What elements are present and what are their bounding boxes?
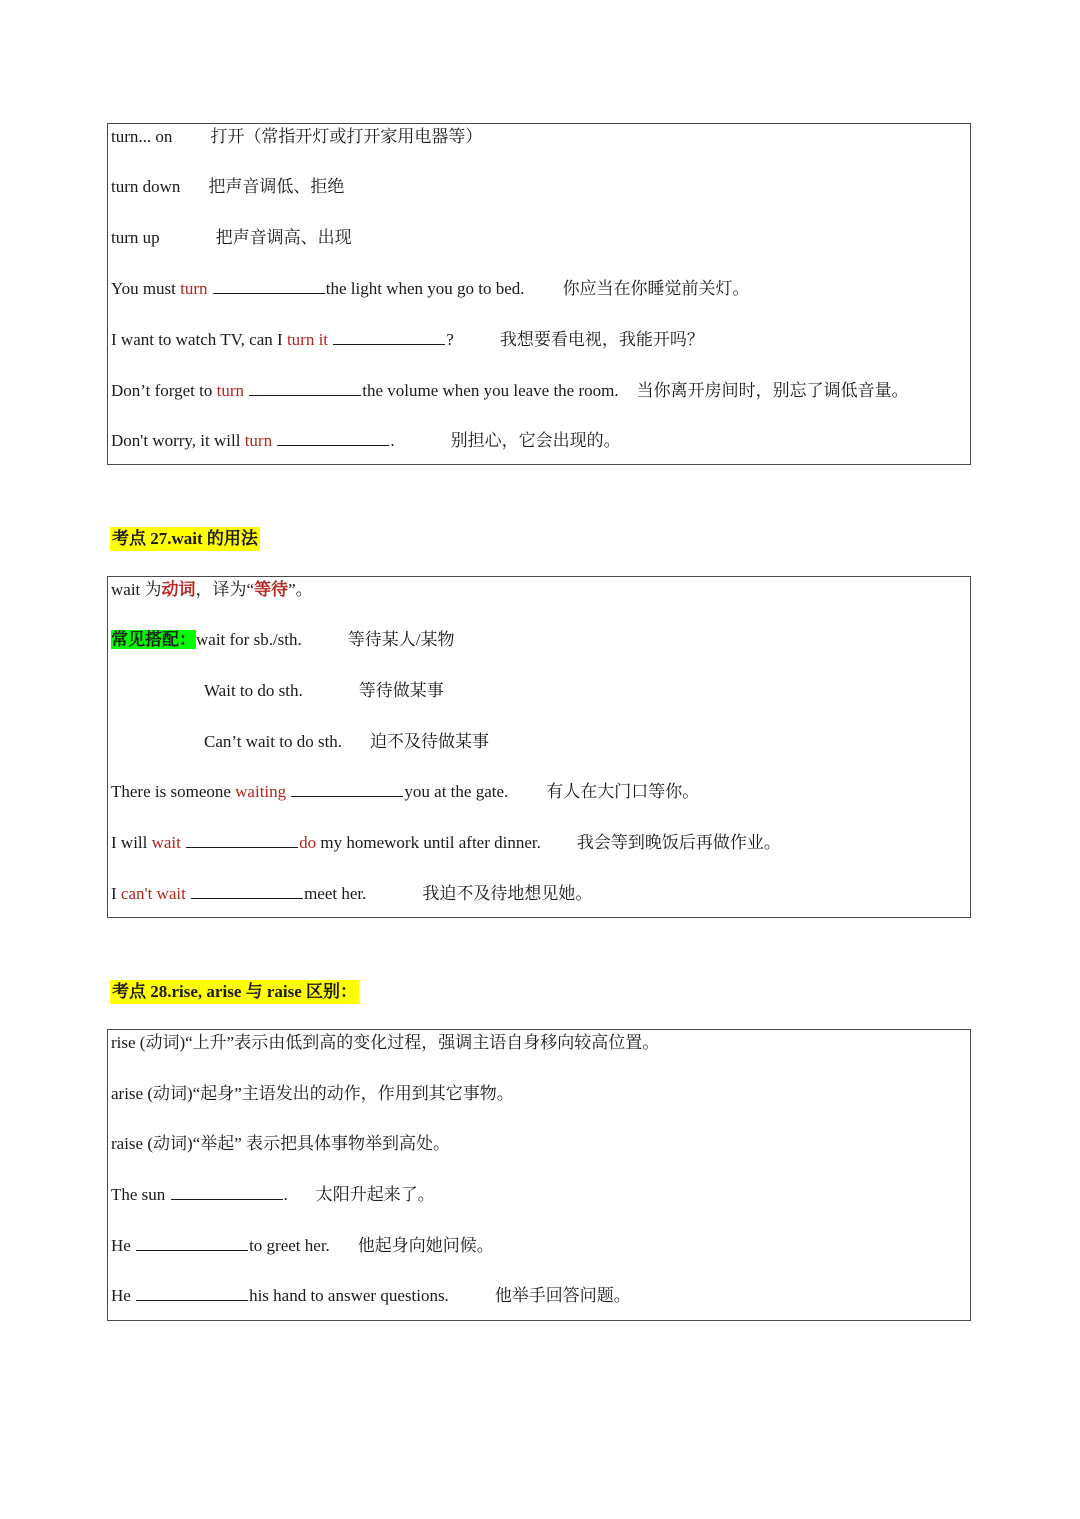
example-sentence	[111, 430, 621, 452]
answer-blank[interactable]	[213, 278, 325, 294]
sentence-text: I want to watch TV, can I	[111, 330, 287, 349]
sentence-text: The sun	[111, 1185, 170, 1204]
example-sentence	[111, 1184, 435, 1206]
sentence-text: You must	[111, 279, 181, 298]
translation: 你应当在你睡觉前关灯。	[562, 279, 750, 298]
example-sentence	[111, 883, 592, 905]
example-sentence	[111, 781, 699, 803]
collocation-line	[204, 680, 444, 702]
sentence-text: .	[390, 431, 395, 450]
answer-blank[interactable]	[291, 781, 403, 797]
phrase-zh: 把声音调高、出现	[215, 228, 352, 247]
keyword: do	[299, 833, 317, 852]
collocation-zh: 等待某人/某物	[347, 630, 455, 649]
example-sentence	[111, 1235, 494, 1257]
collocation-line	[111, 629, 455, 651]
phrase-zh: 把声音调低、拒绝	[208, 177, 345, 196]
keyword: turn	[216, 381, 245, 400]
keyword: waiting	[235, 782, 287, 801]
sentence-text: to greet her.	[249, 1236, 330, 1255]
translation: 当你离开房间时，别忘了调低音量。	[636, 381, 909, 400]
translation: 他起身向她问候。	[357, 1236, 494, 1255]
section-heading-27: 考点 27.wait 的用法	[110, 527, 260, 551]
sentence-text: my homework until after dinner.	[316, 833, 541, 852]
sentence-text: the light when you go to bed.	[325, 279, 525, 298]
definition-text: raise (动词)“举起” 表示把具体事物举到高处。	[111, 1134, 451, 1153]
answer-blank[interactable]	[171, 1184, 283, 1200]
translation: 别担心，它会出现的。	[450, 431, 621, 450]
sentence-text: ?	[446, 330, 454, 349]
collocation-line	[204, 731, 489, 753]
keyword: turn	[244, 431, 273, 450]
definition-text: ，译为“	[195, 580, 255, 599]
example-sentence	[111, 832, 781, 854]
definition-line	[111, 1032, 659, 1054]
definition-text: rise (动词)“上升”表示由低到高的变化过程，强调主语自身移向较高位置。	[111, 1033, 660, 1052]
phrase-line	[111, 176, 344, 198]
translation: 有人在大门口等你。	[546, 782, 700, 801]
example-sentence	[111, 329, 704, 351]
sentence-text: the volume when you leave the room.	[362, 381, 619, 400]
sentence-text: you at the gate.	[404, 782, 509, 801]
translation: 我想要看电视，我能开吗？	[499, 330, 704, 349]
definition-text: ”。	[288, 580, 313, 599]
definition-line	[111, 1133, 450, 1155]
phrase-en: turn up	[111, 228, 160, 247]
keyword: turn it	[286, 330, 329, 349]
sentence-text: Don’t forget to	[111, 381, 217, 400]
example-sentence	[111, 380, 909, 402]
definition-text: wait 为	[111, 580, 162, 599]
sentence-text: I will	[111, 833, 152, 852]
answer-blank[interactable]	[333, 329, 445, 345]
definition-line	[111, 1083, 514, 1105]
answer-blank[interactable]	[249, 380, 361, 396]
sentence-text: Don't worry, it will	[111, 431, 245, 450]
translation: 太阳升起来了。	[315, 1185, 435, 1204]
keyword: 等待	[254, 580, 289, 599]
collocation-label: 常见搭配：	[111, 630, 196, 649]
keyword: 动词	[161, 580, 196, 599]
sentence-text: meet her.	[304, 884, 367, 903]
sentence-text: He	[111, 1236, 136, 1255]
translation: 我会等到晚饭后再做作业。	[576, 833, 781, 852]
answer-blank[interactable]	[136, 1285, 248, 1301]
phrase-en: turn... on	[111, 127, 173, 146]
sentence-text: his hand to answer questions.	[249, 1286, 449, 1305]
answer-blank[interactable]	[186, 832, 298, 848]
sentence-text: There is someone	[111, 782, 236, 801]
translation: 他举手回答问题。	[494, 1286, 631, 1305]
phrase-line	[111, 227, 352, 249]
keyword: wait	[151, 833, 181, 852]
wait-usage-box	[107, 576, 971, 918]
sentence-text: He	[111, 1286, 136, 1305]
sentence-text: .	[283, 1185, 288, 1204]
sentence-text: I	[111, 884, 121, 903]
collocation-en: wait for sb./sth.	[196, 630, 302, 649]
section-heading-28: 考点 28.rise, arise 与 raise 区别：	[110, 980, 359, 1004]
collocation-en: Can’t wait to do sth.	[204, 732, 343, 751]
definition-text: arise (动词)“起身”主语发出的动作，作用到其它事物。	[111, 1084, 514, 1103]
rise-arise-raise-box	[107, 1029, 971, 1321]
keyword: can't wait	[120, 884, 186, 903]
collocation-zh: 迫不及待做某事	[370, 732, 490, 751]
turn-phrases-box	[107, 123, 971, 465]
definition-line	[111, 579, 313, 601]
answer-blank[interactable]	[191, 883, 303, 899]
phrase-zh: 打开（常指开灯或打开家用电器等）	[210, 127, 483, 146]
keyword: turn	[180, 279, 208, 298]
collocation-en: Wait to do sth.	[204, 681, 303, 700]
example-sentence	[111, 278, 750, 300]
answer-blank[interactable]	[136, 1235, 248, 1251]
phrase-en: turn down	[111, 177, 181, 196]
translation: 我迫不及待地想见她。	[422, 884, 593, 903]
collocation-zh: 等待做某事	[358, 681, 444, 700]
example-sentence	[111, 1285, 631, 1307]
phrase-line	[111, 126, 482, 148]
answer-blank[interactable]	[277, 430, 389, 446]
